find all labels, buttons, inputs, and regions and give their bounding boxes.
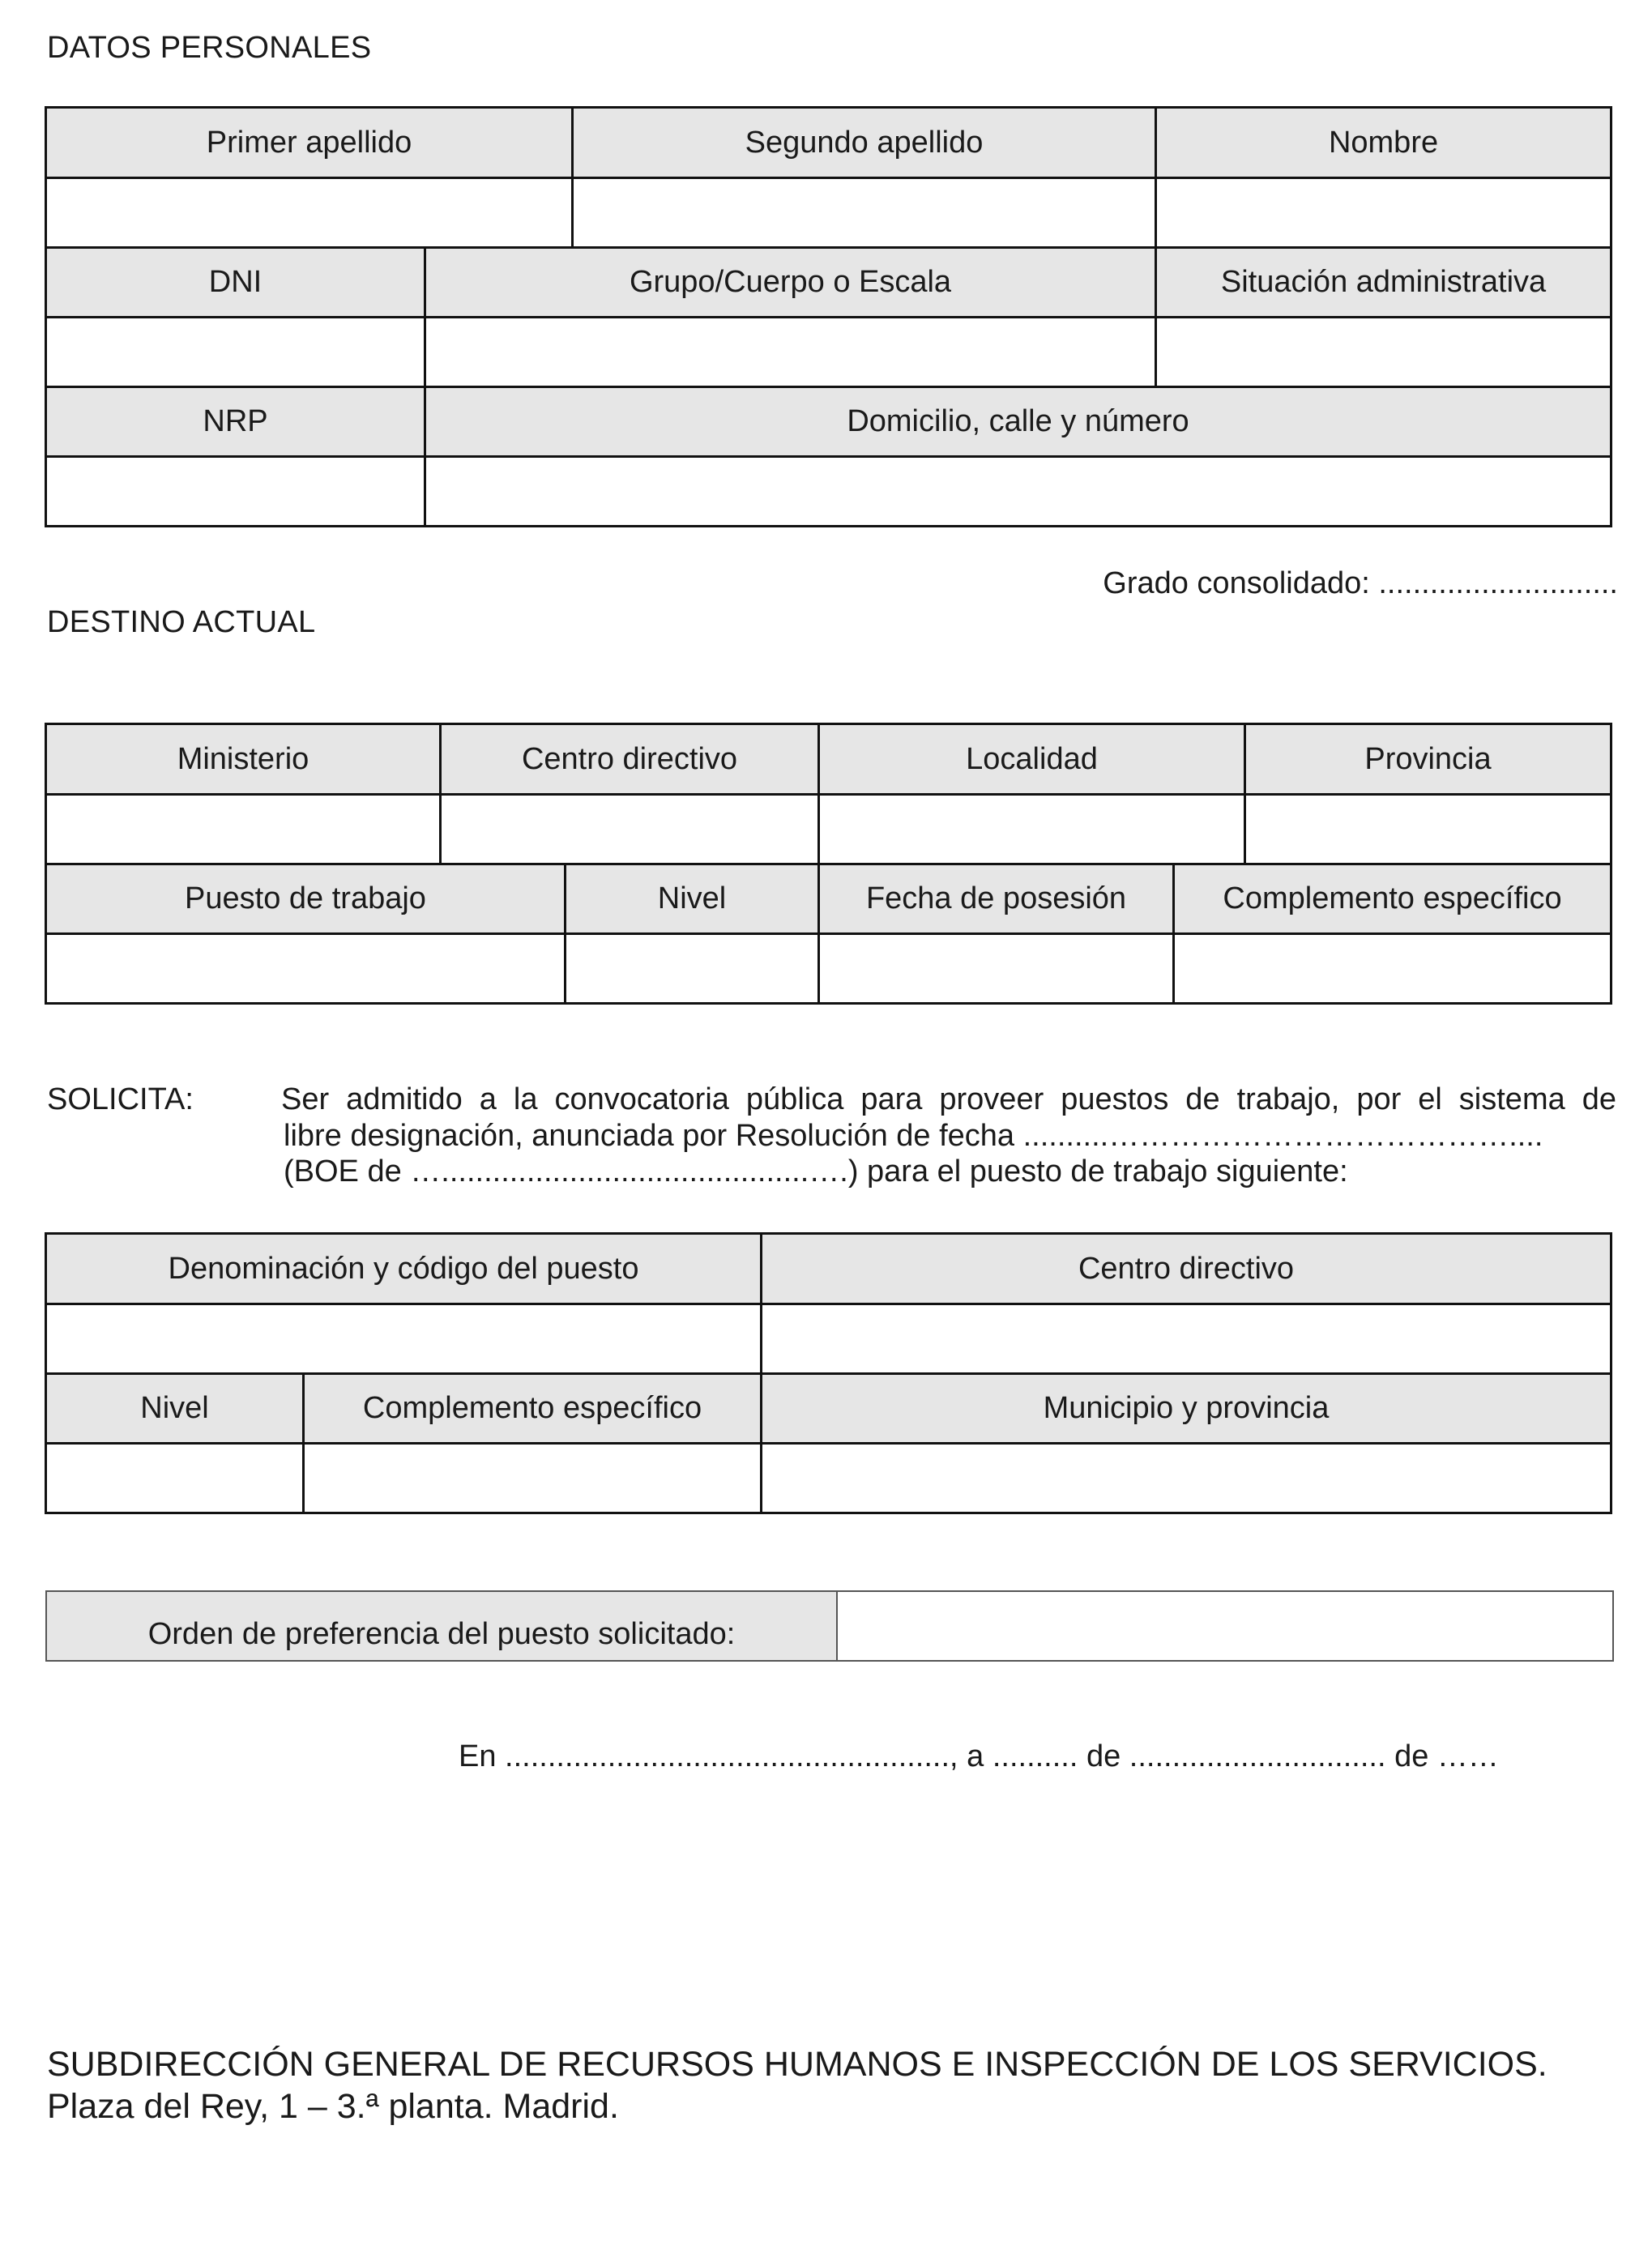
field-grupo-cuerpo-escala[interactable] (425, 318, 1156, 387)
header-complemento-especifico: Complemento específico (1174, 864, 1611, 934)
header-dni: DNI (46, 248, 425, 318)
field-nivel-solicitado[interactable] (46, 1444, 304, 1513)
field-centro-directivo-solicitado[interactable] (762, 1304, 1611, 1374)
header-denominacion-codigo: Denominación y código del puesto (46, 1234, 762, 1304)
header-puesto-de-trabajo: Puesto de trabajo (46, 864, 566, 934)
header-primer-apellido: Primer apellido (46, 108, 573, 178)
field-dni[interactable] (46, 318, 425, 387)
header-situacion-administrativa: Situación administrativa (1156, 248, 1611, 318)
header-ministerio: Ministerio (46, 724, 441, 795)
header-domicilio: Domicilio, calle y número (425, 387, 1611, 457)
fecha-lugar-line: En ...................................................., a .......... de .............................. de …… (459, 1739, 1499, 1773)
header-fecha-de-posesion: Fecha de posesión (819, 864, 1174, 934)
field-orden-preferencia[interactable] (837, 1591, 1613, 1661)
field-fecha-de-posesion[interactable] (819, 934, 1174, 1004)
field-primer-apellido[interactable] (46, 178, 573, 248)
header-provincia: Provincia (1245, 724, 1611, 795)
orden-preferencia-table (45, 1590, 1614, 1662)
field-puesto-de-trabajo[interactable] (46, 934, 566, 1004)
header-complemento-especifico-solicitado: Complemento específico (304, 1374, 762, 1444)
header-segundo-apellido: Segundo apellido (573, 108, 1156, 178)
section-title-destino-actual: DESTINO ACTUAL (47, 605, 316, 639)
field-municipio-provincia[interactable] (762, 1444, 1611, 1513)
footer-direccion: Plaza del Rey, 1 – 3.ª planta. Madrid. (47, 2087, 619, 2126)
header-municipio-provincia: Municipio y provincia (762, 1374, 1611, 1444)
orden-preferencia-label: Orden de preferencia del puesto solicitado: (46, 1591, 837, 1661)
datos-personales-table (45, 106, 1612, 527)
field-provincia[interactable] (1245, 795, 1611, 864)
solicita-line-2: libre designación, anunciada por Resolución de fecha ..........………………………………….... (284, 1119, 1543, 1153)
solicita-label: SOLICITA: (47, 1082, 194, 1116)
field-centro-directivo[interactable] (441, 795, 819, 864)
field-situacion-administrativa[interactable] (1156, 318, 1611, 387)
field-complemento-especifico[interactable] (1174, 934, 1611, 1004)
header-localidad: Localidad (819, 724, 1245, 795)
grado-consolidado: Grado consolidado: ............................ (1103, 566, 1618, 600)
header-grupo-cuerpo-escala: Grupo/Cuerpo o Escala (425, 248, 1156, 318)
section-title-datos-personales: DATOS PERSONALES (47, 31, 372, 65)
field-nombre[interactable] (1156, 178, 1611, 248)
field-denominacion-codigo[interactable] (46, 1304, 762, 1374)
field-nivel[interactable] (566, 934, 819, 1004)
field-nrp[interactable] (46, 457, 425, 527)
field-ministerio[interactable] (46, 795, 441, 864)
destino-actual-table (45, 723, 1612, 1005)
puesto-solicitado-table (45, 1232, 1612, 1514)
header-nivel-solicitado: Nivel (46, 1374, 304, 1444)
solicita-line-3: (BOE de …...........................................….) para el puesto de trabajo siguiente: (284, 1154, 1348, 1189)
footer-organismo: SUBDIRECCIÓN GENERAL DE RECURSOS HUMANOS E INSPECCIÓN DE LOS SERVICIOS. (47, 2045, 1547, 2084)
header-centro-directivo-solicitado: Centro directivo (762, 1234, 1611, 1304)
header-nombre: Nombre (1156, 108, 1611, 178)
field-localidad[interactable] (819, 795, 1245, 864)
solicita-line-1: Ser admitido a la convocatoria pública para proveer puestos de trabajo, por el sistema de (281, 1082, 1616, 1116)
field-segundo-apellido[interactable] (573, 178, 1156, 248)
header-nivel: Nivel (566, 864, 819, 934)
header-nrp: NRP (46, 387, 425, 457)
field-complemento-especifico-solicitado[interactable] (304, 1444, 762, 1513)
field-domicilio[interactable] (425, 457, 1611, 527)
header-centro-directivo: Centro directivo (441, 724, 819, 795)
